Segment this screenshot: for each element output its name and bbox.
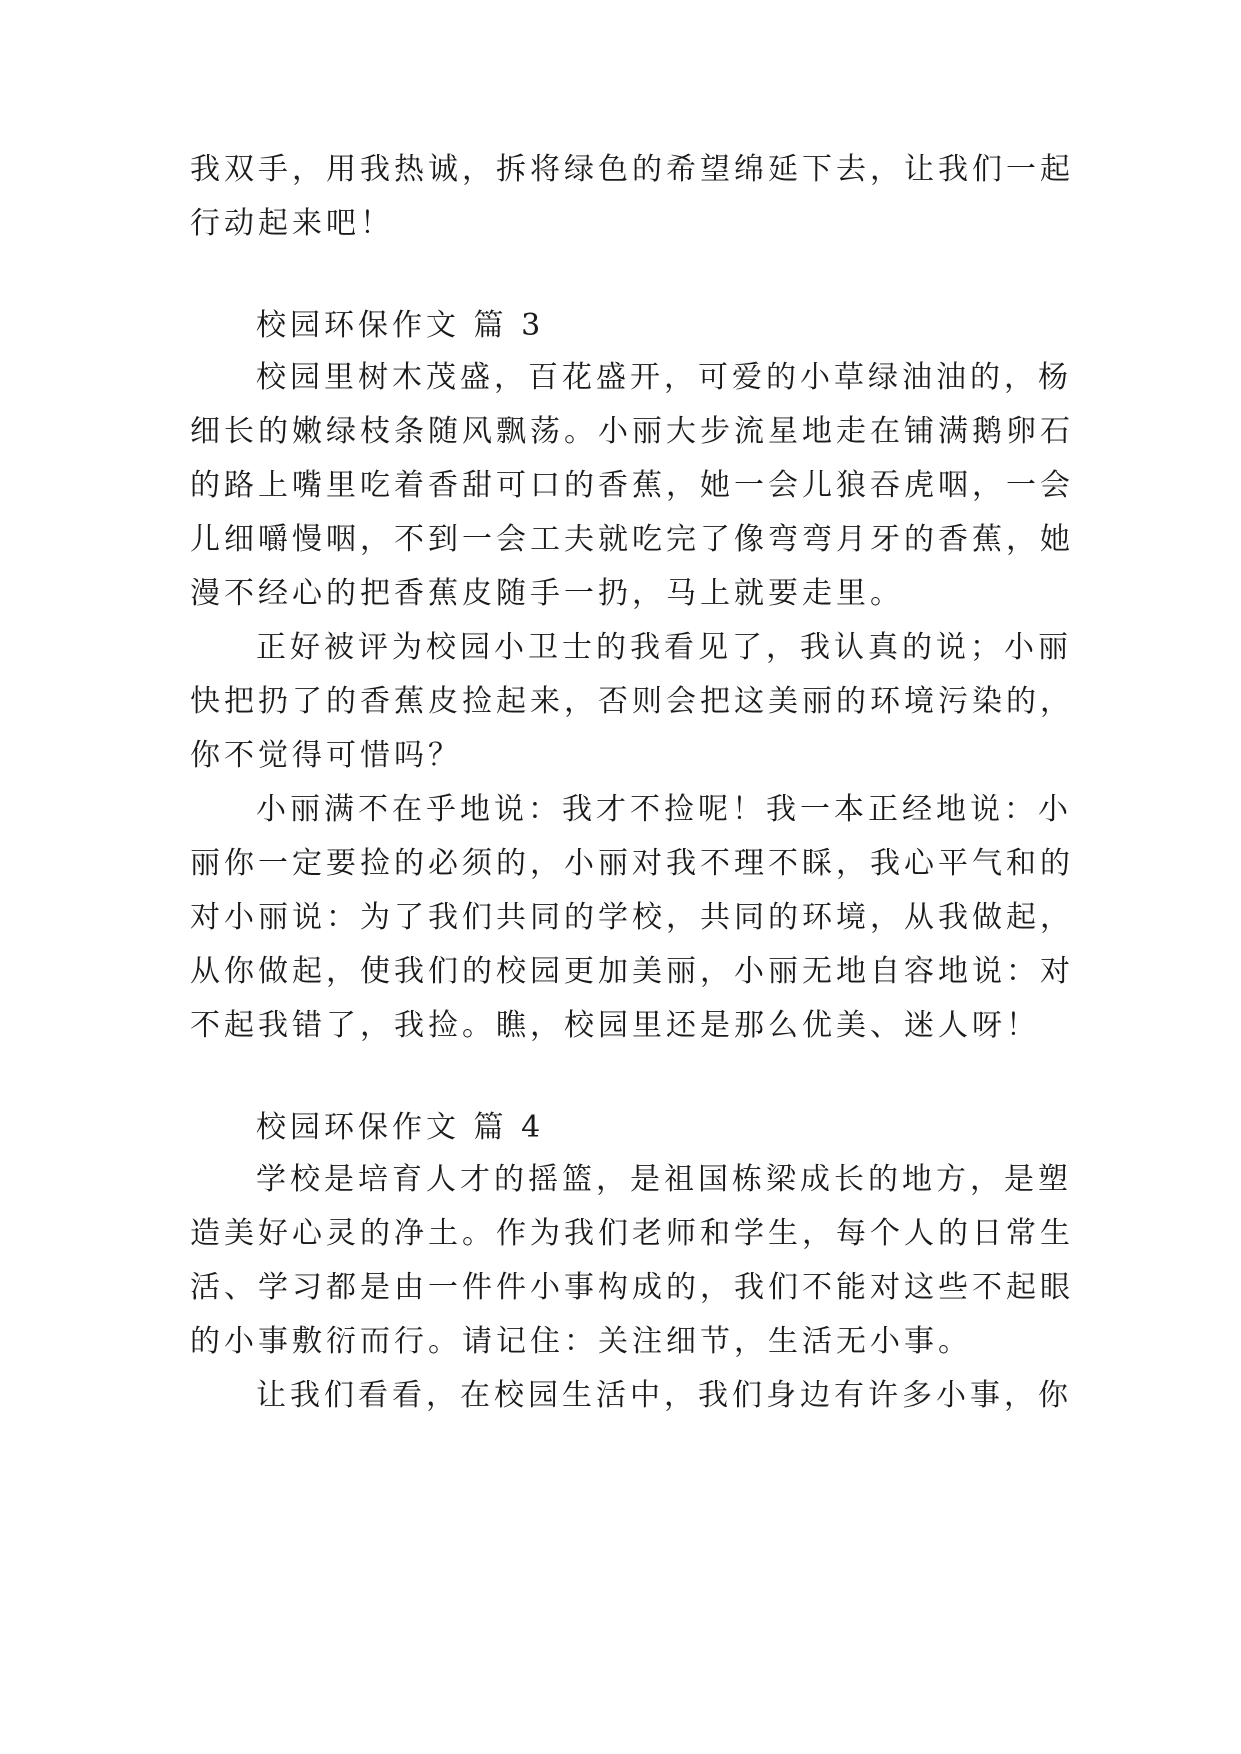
section-heading-4: 校园环保作文 篇 4 <box>256 1110 545 1145</box>
paragraph-line: 正好被评为校园小卫士的我看见了，我认真的说；小丽 <box>256 630 1072 665</box>
paragraph-line: 丽你一定要捡的必须的，小丽对我不理不睬，我心平气和的 <box>190 846 1074 881</box>
paragraph-line: 行动起来吧！ <box>190 206 394 241</box>
paragraph-line: 从你做起，使我们的校园更加美丽，小丽无地自容地说：对 <box>190 954 1074 989</box>
paragraph-line: 校园里树木茂盛，百花盛开，可爱的小草绿油油的，杨 <box>256 360 1072 395</box>
paragraph-line: 活、学习都是由一件件小事构成的，我们不能对这些不起眼 <box>190 1270 1074 1305</box>
paragraph-line: 漫不经心的把香蕉皮随手一扔，马上就要走里。 <box>190 576 904 611</box>
paragraph-line: 小丽满不在乎地说：我才不捡呢！我一本正经地说：小 <box>256 792 1072 827</box>
paragraph-line: 造美好心灵的净土。作为我们老师和学生，每个人的日常生 <box>190 1216 1074 1251</box>
paragraph-line: 的小事敷衍而行。请记住：关注细节，生活无小事。 <box>190 1324 972 1359</box>
paragraph-line: 对小丽说：为了我们共同的学校，共同的环境，从我做起， <box>190 900 1074 935</box>
section-heading-3: 校园环保作文 篇 3 <box>256 308 545 343</box>
paragraph-line: 儿细嚼慢咽，不到一会工夫就吃完了像弯弯月牙的香蕉，她 <box>190 522 1074 557</box>
paragraph-line: 我双手，用我热诚，拆将绿色的希望绵延下去，让我们一起 <box>190 152 1074 187</box>
paragraph-line: 不起我错了，我捡。瞧，校园里还是那么优美、迷人呀！ <box>190 1008 1040 1043</box>
paragraph-line: 细长的嫩绿枝条随风飘荡。小丽大步流星地走在铺满鹅卵石 <box>190 414 1074 449</box>
paragraph-line: 的路上嘴里吃着香甜可口的香蕉，她一会儿狼吞虎咽，一会 <box>190 468 1074 503</box>
paragraph-line: 快把扔了的香蕉皮捡起来，否则会把这美丽的环境污染的， <box>190 684 1074 719</box>
paragraph-line: 你不觉得可惜吗？ <box>190 738 462 773</box>
paragraph-line: 学校是培育人才的摇篮，是祖国栋梁成长的地方，是塑 <box>256 1162 1072 1197</box>
paragraph-line: 让我们看看，在校园生活中，我们身边有许多小事，你 <box>256 1378 1072 1413</box>
